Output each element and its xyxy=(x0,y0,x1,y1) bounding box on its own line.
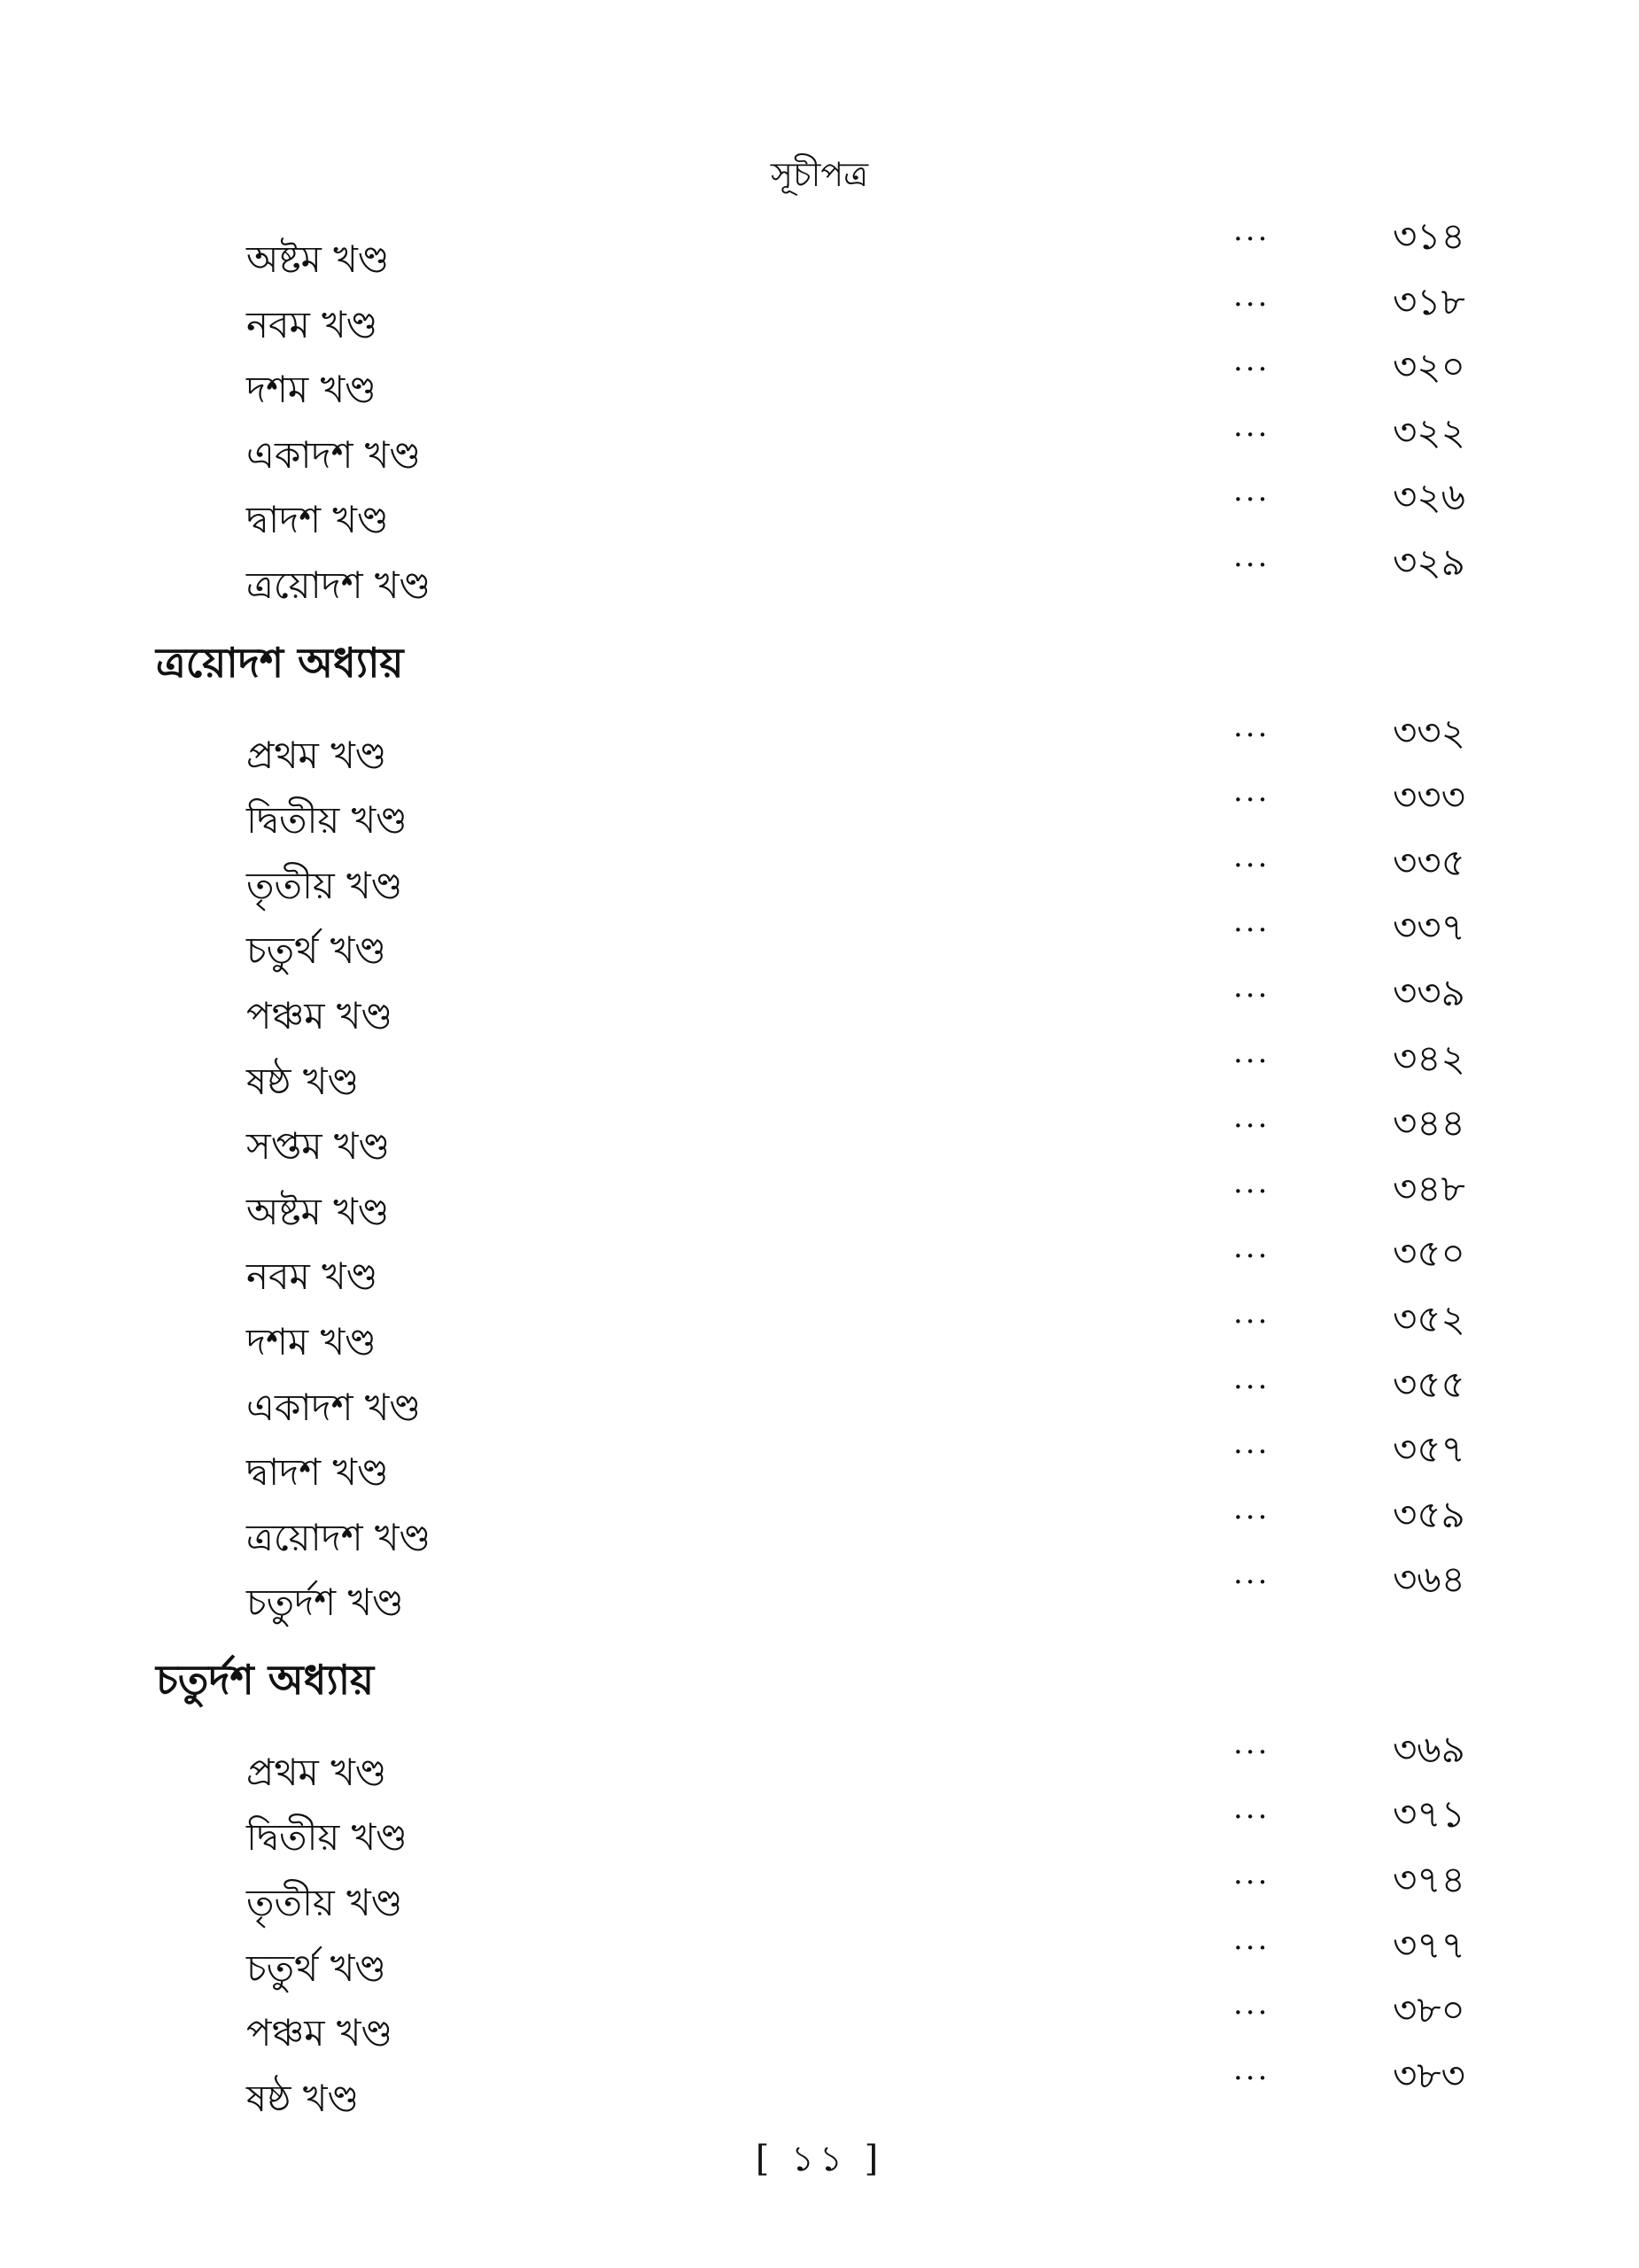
toc-entry-leader: ... xyxy=(1233,343,1270,379)
toc-entry-title: নবম খণ্ড xyxy=(246,1254,378,1299)
toc-entry-title: ষষ্ঠ খণ্ড xyxy=(246,2076,360,2120)
toc-entry-page: ৩৭১ xyxy=(1393,1792,1465,1837)
toc-entry-title: দ্বাদশ খণ্ড xyxy=(246,1450,389,1495)
toc-entry-title: অষ্টম খণ্ড xyxy=(246,1189,390,1233)
toc-entry xyxy=(0,1099,1639,1169)
toc-entry-leader: ... xyxy=(1233,213,1270,248)
toc-entry-leader: ... xyxy=(1233,408,1270,444)
toc-entry-title: দ্বিতীয় খণ্ড xyxy=(246,798,408,843)
toc-entry-title: সপ্তম খণ্ড xyxy=(246,1124,391,1169)
toc-entry xyxy=(0,773,1639,843)
toc-entry-leader: ... xyxy=(1233,1164,1270,1200)
toc-entry xyxy=(0,1986,1639,2055)
toc-entry-title: প্রথম খণ্ড xyxy=(246,733,387,777)
toc-entry-page: ৩৫৭ xyxy=(1393,1427,1465,1472)
toc-entry xyxy=(0,708,1639,777)
toc-entry xyxy=(0,1556,1639,1625)
toc-entry xyxy=(0,1230,1639,1299)
toc-entry-page: ৩৩৭ xyxy=(1393,905,1465,950)
toc-entry-leader: ... xyxy=(1233,838,1270,874)
toc-entry xyxy=(0,2051,1639,2120)
toc-entry-leader: ... xyxy=(1233,1556,1270,1592)
toc-entry-page: ৩৫৫ xyxy=(1393,1362,1465,1406)
toc-entry-page: ৩৬৯ xyxy=(1393,1727,1465,1771)
toc-entry-leader: ... xyxy=(1233,1425,1270,1462)
toc-entry-title: চতুর্থ খণ্ড xyxy=(246,928,386,973)
toc-entry-leader: ... xyxy=(1233,1856,1270,1892)
toc-entry xyxy=(0,473,1639,542)
toc-entry-title: ত্রয়োদশ খণ্ড xyxy=(246,1515,431,1559)
toc-entry-leader: ... xyxy=(1233,904,1270,940)
toc-entry-page: ৩৪২ xyxy=(1393,1036,1465,1080)
toc-entry-leader: ... xyxy=(1233,1294,1270,1331)
toc-entry xyxy=(0,839,1639,905)
page-number: [ ১১ ] xyxy=(755,2139,884,2179)
toc-entry-page: ৩২২ xyxy=(1393,409,1465,454)
toc-entry-leader: ... xyxy=(1233,1230,1270,1266)
toc-entry-title: নবম খণ্ড xyxy=(246,302,378,346)
toc-entry-page: ৩২৯ xyxy=(1393,540,1465,584)
toc-entry-leader: ... xyxy=(1233,1725,1270,1761)
toc-entry xyxy=(0,343,1639,412)
toc-entry-leader: ... xyxy=(1233,773,1270,810)
toc-section-chapter-13 xyxy=(0,636,1639,1625)
toc-entry-page: ৩৪৮ xyxy=(1393,1166,1465,1210)
toc-entry xyxy=(0,1295,1639,1361)
toc-entry-title: একাদশ খণ্ড xyxy=(246,1385,421,1429)
toc-entry-page: ৩৭৪ xyxy=(1393,1858,1465,1902)
toc-entry xyxy=(0,538,1639,607)
toc-entry xyxy=(0,904,1639,973)
toc-entry xyxy=(0,1165,1639,1231)
toc-entry-leader: ... xyxy=(1233,708,1270,744)
toc-entry-title: একাদশ খণ্ড xyxy=(246,432,421,477)
toc-entry-page: ৩৭৭ xyxy=(1393,1922,1465,1967)
toc-entry-leader: ... xyxy=(1233,1034,1270,1070)
table-of-contents xyxy=(0,213,1639,2120)
toc-entry xyxy=(0,278,1639,344)
toc-entry-page: ৩৫৯ xyxy=(1393,1492,1465,1536)
toc-entry-leader: ... xyxy=(1233,968,1270,1005)
chapter-heading: চতুর্দশ অধ্যায় xyxy=(156,1655,375,1704)
toc-entry-page: ৩৬৪ xyxy=(1393,1557,1465,1602)
toc-entry xyxy=(0,1425,1639,1495)
toc-entry-page: ৩৫২ xyxy=(1393,1296,1465,1340)
toc-entry xyxy=(0,1921,1639,1990)
toc-entry-page: ৩৮০ xyxy=(1393,1988,1465,2032)
toc-entry-title: ত্রয়োদশ খণ্ড xyxy=(246,563,431,607)
toc-entry-title: চতুর্দশ খণ্ড xyxy=(246,1581,404,1625)
toc-entry-leader: ... xyxy=(1233,473,1270,509)
toc-entry xyxy=(0,1360,1639,1429)
toc-entry-title: তৃতীয় খণ্ড xyxy=(246,863,403,907)
toc-entry-page: ৩২৬ xyxy=(1393,475,1465,519)
toc-entry-page: ৩১৪ xyxy=(1393,214,1465,258)
toc-section-continuation xyxy=(0,213,1639,607)
toc-entry-page: ৩৩৫ xyxy=(1393,840,1465,884)
toc-entry-page: ৩৩২ xyxy=(1393,710,1465,754)
toc-entry xyxy=(0,1856,1639,1925)
toc-entry-title: পঞ্চম খণ্ড xyxy=(246,2011,393,2055)
toc-entry xyxy=(0,408,1639,477)
toc-entry-title: চতুর্থ খণ্ড xyxy=(246,1946,386,1990)
toc-section-chapter-14 xyxy=(0,1653,1639,2120)
toc-entry-title: দ্বাদশ খণ্ড xyxy=(246,498,389,542)
toc-entry-title: দ্বিতীয় খণ্ড xyxy=(246,1815,408,1860)
toc-entry-page: ৩৪৪ xyxy=(1393,1101,1465,1146)
toc-entry-title: অষ্টম খণ্ড xyxy=(246,237,390,281)
toc-entry xyxy=(0,213,1639,281)
toc-entry-page: ৩১৮ xyxy=(1393,279,1465,323)
toc-entry-page: ৩৮৩ xyxy=(1393,2053,1465,2097)
toc-entry xyxy=(0,1034,1639,1103)
toc-entry xyxy=(0,969,1639,1035)
toc-entry-leader: ... xyxy=(1233,1921,1270,1957)
toc-entry-leader: ... xyxy=(1233,1790,1270,1827)
toc-entry-title: দশম খণ্ড xyxy=(246,368,377,412)
toc-entry-leader: ... xyxy=(1233,538,1270,574)
toc-entry xyxy=(0,1790,1639,1860)
toc-entry-title: তৃতীয় খণ্ড xyxy=(246,1881,403,1925)
toc-entry-leader: ... xyxy=(1233,1099,1270,1136)
toc-entry-leader: ... xyxy=(1233,1490,1270,1526)
toc-entry-leader: ... xyxy=(1233,1360,1270,1396)
toc-entry-page: ৩৩৩ xyxy=(1393,775,1465,819)
chapter-heading: ত্রয়োদশ অধ্যায় xyxy=(156,638,404,687)
toc-entry-leader: ... xyxy=(1233,1986,1270,2023)
toc-entry xyxy=(0,1725,1639,1794)
toc-entry-title: প্রথম খণ্ড xyxy=(246,1750,387,1794)
toc-entry-leader: ... xyxy=(1233,2051,1270,2087)
toc-entry-title: পঞ্চম খণ্ড xyxy=(246,993,393,1037)
toc-entry-page: ৩৫০ xyxy=(1393,1231,1465,1276)
toc-entry-page: ৩৩৯ xyxy=(1393,970,1465,1014)
toc-entry-title: ষষ্ঠ খণ্ড xyxy=(246,1059,360,1103)
page-title: সূচীপত্র xyxy=(770,155,869,194)
toc-entry xyxy=(0,1491,1639,1557)
toc-entry-leader: ... xyxy=(1233,277,1270,314)
toc-entry-page: ৩২০ xyxy=(1393,345,1465,389)
toc-entry-title: দশম খণ্ড xyxy=(246,1319,377,1363)
